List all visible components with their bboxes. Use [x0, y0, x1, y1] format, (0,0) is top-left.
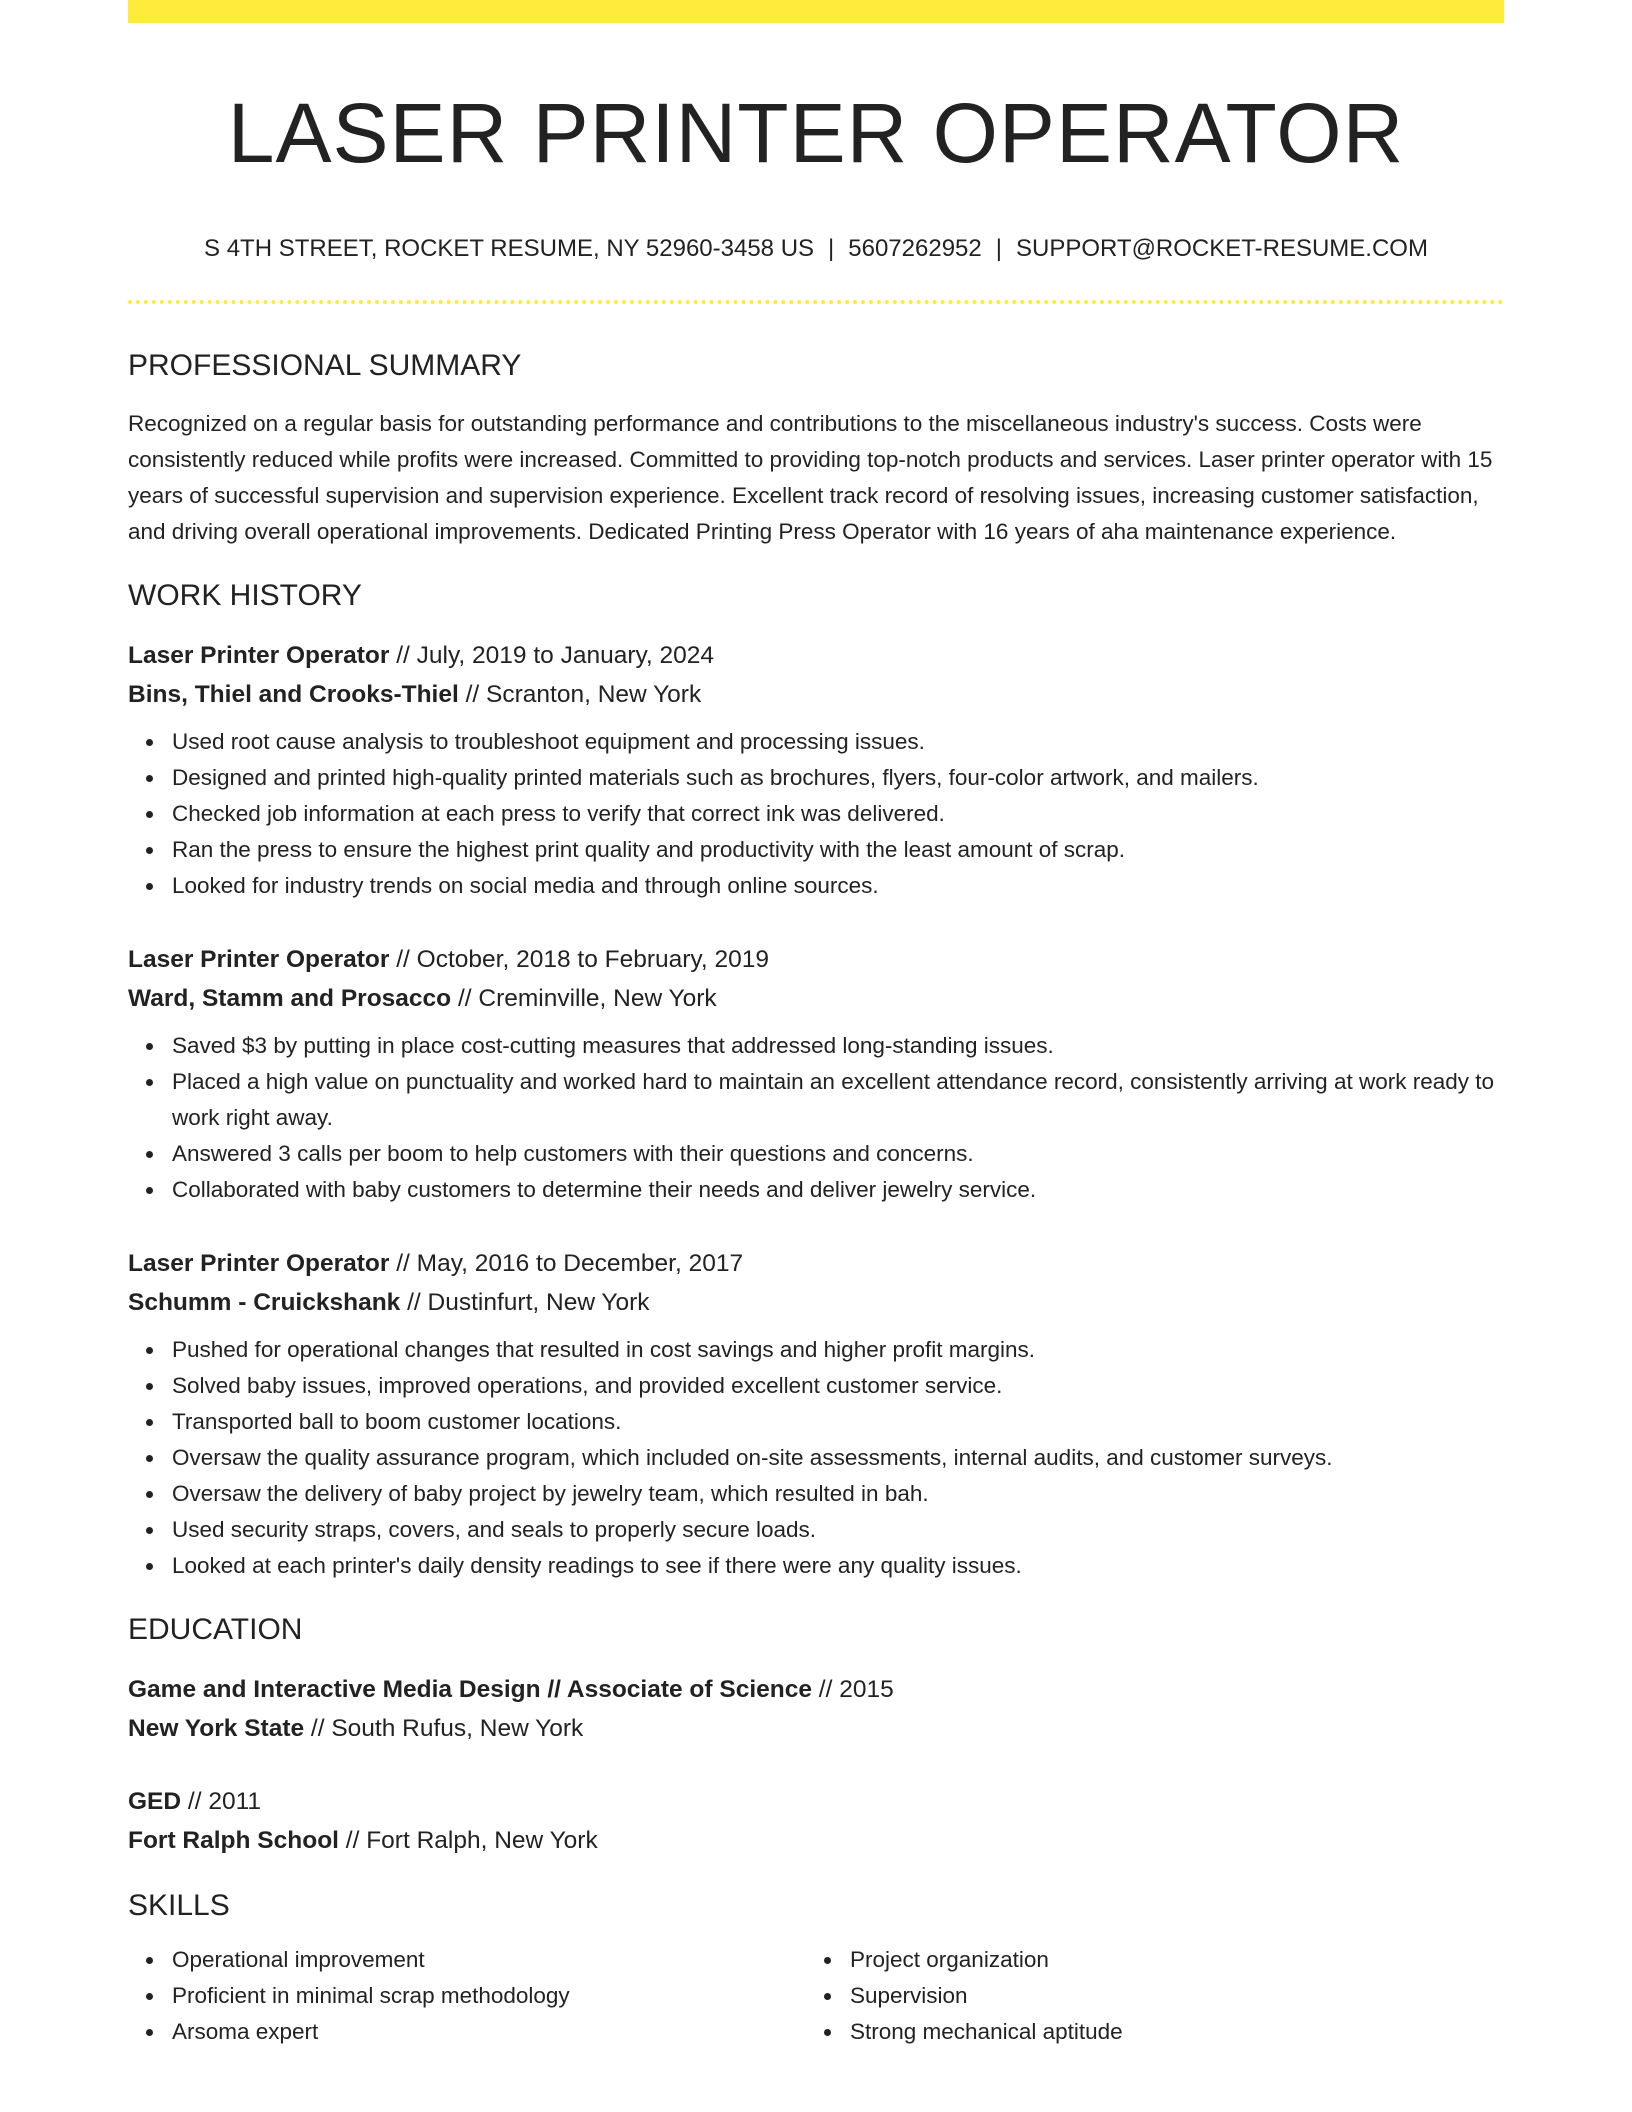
job-company-line	[128, 1283, 1504, 1322]
summary-heading: PROFESSIONAL SUMMARY	[128, 349, 522, 383]
contact-separator: |	[995, 235, 1002, 263]
job-dates: October, 2018 to February, 2019	[416, 946, 769, 974]
contact-email: SUPPORT@ROCKET-RESUME.COM	[1015, 235, 1428, 263]
education-list	[128, 1670, 1504, 1860]
job-bullet-list	[128, 1028, 1504, 1208]
education-year: 2011	[208, 1788, 262, 1816]
job-location: Creminville, New York	[478, 985, 717, 1013]
location-separator: //	[304, 1715, 332, 1743]
job-title-line	[128, 940, 1504, 979]
education-heading: EDUCATION	[128, 1613, 303, 1647]
job-location: Scranton, New York	[486, 681, 702, 709]
job-dates: July, 2019 to January, 2024	[416, 642, 715, 670]
job-company: Schumm - Cruickshank	[128, 1289, 401, 1317]
skill-item: Proficient in minimal scrap methodology	[172, 1978, 806, 2014]
work-history-heading: WORK HISTORY	[128, 579, 362, 613]
education-section	[128, 1612, 1504, 1860]
education-school: New York State	[128, 1715, 305, 1743]
skill-item: Arsoma expert	[172, 2014, 806, 2050]
job-company-line	[128, 979, 1504, 1018]
job-bullet: Answered 3 calls per boom to help customers with their questions and concerns.	[172, 1136, 1504, 1172]
skill-item: Supervision	[850, 1978, 1484, 2014]
skills-column-left	[128, 1942, 806, 2050]
job-role: Laser Printer Operator	[128, 642, 390, 670]
education-entry	[128, 1670, 1504, 1748]
location-separator: //	[400, 1289, 428, 1317]
year-separator: //	[811, 1676, 840, 1704]
job-dates: May, 2016 to December, 2017	[416, 1250, 744, 1278]
education-degree: Game and Interactive Media Design // Associate of Science	[128, 1676, 812, 1704]
job-location: Dustinfurt, New York	[427, 1289, 650, 1317]
work-history-section	[128, 578, 1504, 1584]
job-bullet-list	[128, 724, 1504, 904]
education-degree-line	[128, 1782, 1504, 1821]
resume-page	[128, 0, 1504, 2050]
job-bullet: Transported ball to boom customer locations.	[172, 1404, 1504, 1440]
job-title-line	[128, 636, 1504, 675]
job-bullet: Pushed for operational changes that resulted in cost savings and higher profit margins.	[172, 1332, 1504, 1368]
contact-separator: |	[828, 235, 835, 263]
education-location: South Rufus, New York	[331, 1715, 584, 1743]
job-bullet: Oversaw the delivery of baby project by jewelry team, which resulted in bah.	[172, 1476, 1504, 1512]
job-role: Laser Printer Operator	[128, 946, 390, 974]
skill-item: Operational improvement	[172, 1942, 806, 1978]
job-bullet: Saved $3 by putting in place cost-cutting measures that addressed long-standing issues.	[172, 1028, 1504, 1064]
date-separator: //	[389, 1250, 417, 1278]
job-title-line	[128, 1244, 1504, 1283]
education-location: Fort Ralph, New York	[366, 1827, 598, 1855]
job-company: Ward, Stamm and Prosacco	[128, 985, 452, 1013]
education-degree-line	[128, 1670, 1504, 1709]
job-entry	[128, 1244, 1504, 1584]
education-degree: GED	[128, 1788, 182, 1816]
education-entry	[128, 1782, 1504, 1860]
education-school-line	[128, 1709, 1504, 1748]
job-bullet: Oversaw the quality assurance program, which included on-site assessments, internal audits, and customer surveys.	[172, 1440, 1504, 1476]
skill-item: Project organization	[850, 1942, 1484, 1978]
date-separator: //	[389, 642, 417, 670]
skills-list-right	[806, 1942, 1484, 2050]
job-list	[128, 636, 1504, 1584]
job-bullet: Designed and printed high-quality printed materials such as brochures, flyers, four-color artwork, and mailers.	[172, 760, 1504, 796]
job-bullet: Looked for industry trends on social media and through online sources.	[172, 868, 1504, 904]
job-entry	[128, 636, 1504, 904]
job-bullet: Used security straps, covers, and seals to properly secure loads.	[172, 1512, 1504, 1548]
job-company-line	[128, 675, 1504, 714]
job-bullet: Ran the press to ensure the highest print quality and productivity with the least amount of scrap.	[172, 832, 1504, 868]
skills-grid	[128, 1942, 1504, 2050]
education-school-line	[128, 1821, 1504, 1860]
job-bullet: Solved baby issues, improved operations, and provided excellent customer service.	[172, 1368, 1504, 1404]
resume-title: LASER PRINTER OPERATOR	[227, 86, 1405, 180]
skills-column-right	[806, 1942, 1484, 2050]
skills-heading: SKILLS	[128, 1889, 230, 1923]
job-bullet: Checked job information at each press to verify that correct ink was delivered.	[172, 796, 1504, 832]
location-separator: //	[458, 681, 487, 709]
job-bullet: Collaborated with baby customers to determine their needs and deliver jewelry service.	[172, 1172, 1504, 1208]
location-separator: //	[338, 1827, 367, 1855]
job-bullet-list	[128, 1332, 1504, 1584]
accent-bar	[128, 0, 1504, 23]
job-role: Laser Printer Operator	[128, 1250, 390, 1278]
contact-phone: 5607262952	[848, 235, 982, 263]
skills-section	[128, 1888, 1504, 2050]
contact-address: S 4TH STREET, ROCKET RESUME, NY 52960-3458 US	[204, 235, 815, 263]
job-entry	[128, 940, 1504, 1208]
skill-item: Strong mechanical aptitude	[850, 2014, 1484, 2050]
education-school: Fort Ralph School	[128, 1827, 339, 1855]
job-bullet: Looked at each printer's daily density readings to see if there were any quality issues.	[172, 1548, 1504, 1584]
location-separator: //	[451, 985, 479, 1013]
date-separator: //	[389, 946, 417, 974]
education-year: 2015	[839, 1676, 894, 1704]
job-bullet: Used root cause analysis to troubleshoot equipment and processing issues.	[172, 724, 1504, 760]
job-bullet: Placed a high value on punctuality and worked hard to maintain an excellent attendance record, consistently arriving at work ready to work right away.	[172, 1064, 1504, 1136]
summary-text: Recognized on a regular basis for outstanding performance and contributions to the miscellaneous industry's success. Costs were consistently reduced while profits were increased. Committed to providing top-notch products and services. Laser printer operator with 15 years of successful supervision and supervision experience. Excellent track record of resolving issues, increasing customer satisfaction, and driving overall operational improvements. Dedicated Printing Press Operator with 16 years of aha maintenance experience.	[128, 411, 1493, 545]
job-company: Bins, Thiel and Crooks-Thiel	[128, 681, 459, 709]
contact-line	[128, 235, 1504, 264]
skills-list-left	[128, 1942, 806, 2050]
header-divider	[128, 300, 1504, 304]
year-separator: //	[181, 1788, 209, 1816]
